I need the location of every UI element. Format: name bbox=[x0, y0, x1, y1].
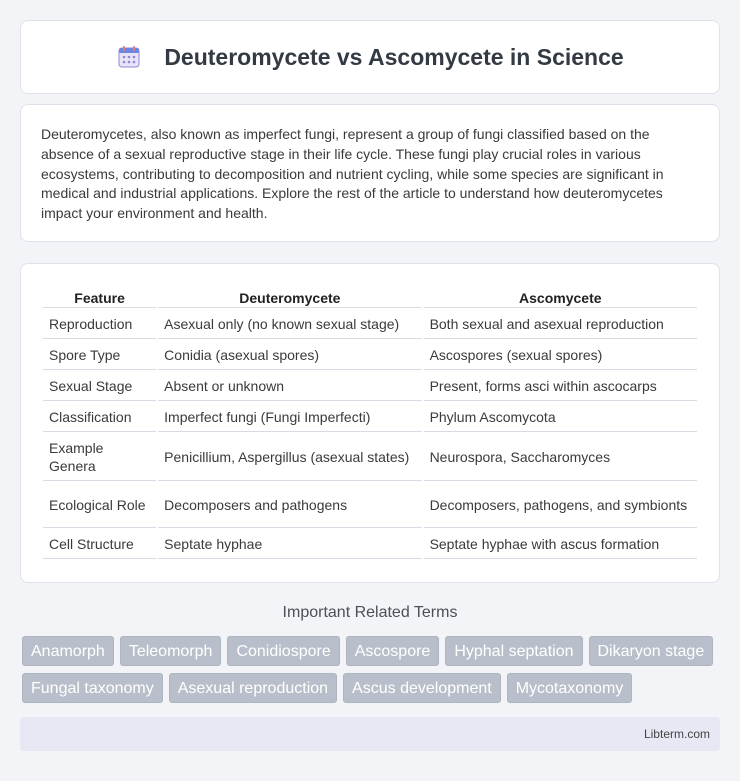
related-terms-list bbox=[22, 636, 722, 703]
header-deuteromycete: Deuteromycete bbox=[158, 286, 421, 308]
cell-feature: Sexual Stage bbox=[43, 372, 156, 401]
intro-paragraph: Deuteromycetes, also known as imperfect fungi, represent a group of fungi classified based on the absence of a sexual reproductive stage in their life cycle. These fungi play crucial roles in various ecosystems, contributing to decomposition and nutrient cycling, while some species are significant in medical and industrial applications. Explore the rest of the article to understand how deuteromycetes impact your environment and health. bbox=[41, 126, 664, 222]
cell-deuteromycete: Asexual only (no known sexual stage) bbox=[158, 310, 421, 339]
cell-feature: Spore Type bbox=[43, 341, 156, 370]
tag-teleomorph[interactable]: Teleomorph bbox=[120, 636, 222, 666]
comparison-table bbox=[41, 284, 699, 561]
tag-dikaryon-stage[interactable]: Dikaryon stage bbox=[589, 636, 714, 666]
comparison-table-card bbox=[20, 263, 720, 583]
cell-ascomycete: Present, forms asci within ascocarps bbox=[424, 372, 697, 401]
table-row bbox=[43, 372, 697, 401]
tag-ascospore[interactable]: Ascospore bbox=[346, 636, 440, 666]
cell-ascomycete: Ascospores (sexual spores) bbox=[424, 341, 697, 370]
cell-ascomycete: Decomposers, pathogens, and symbionts bbox=[424, 483, 697, 528]
tag-conidiospore[interactable]: Conidiospore bbox=[227, 636, 339, 666]
header-ascomycete: Ascomycete bbox=[424, 286, 697, 308]
header-card bbox=[20, 20, 720, 94]
cell-deuteromycete: Septate hyphae bbox=[158, 530, 421, 559]
tag-hyphal-septation[interactable]: Hyphal septation bbox=[445, 636, 582, 666]
table-row bbox=[43, 530, 697, 559]
calendar-grid-icon bbox=[116, 44, 142, 70]
tag-anamorph[interactable]: Anamorph bbox=[22, 636, 114, 666]
tag-mycotaxonomy[interactable]: Mycotaxonomy bbox=[507, 673, 633, 703]
table-row bbox=[43, 341, 697, 370]
cell-deuteromycete: Decomposers and pathogens bbox=[158, 483, 421, 528]
related-terms-title: Important Related Terms bbox=[282, 604, 458, 621]
cell-deuteromycete: Conidia (asexual spores) bbox=[158, 341, 421, 370]
cell-ascomycete: Phylum Ascomycota bbox=[424, 403, 697, 432]
cell-deuteromycete: Absent or unknown bbox=[158, 372, 421, 401]
cell-feature: Classification bbox=[43, 403, 156, 432]
table-row bbox=[43, 483, 697, 528]
table-header-row bbox=[43, 286, 697, 308]
footer-site-link[interactable]: Libterm.com bbox=[643, 727, 710, 741]
tag-asexual-reproduction[interactable]: Asexual reproduction bbox=[169, 673, 337, 703]
table-row bbox=[43, 434, 697, 481]
footer-bar bbox=[20, 717, 720, 751]
cell-deuteromycete: Imperfect fungi (Fungi Imperfecti) bbox=[158, 403, 421, 432]
cell-feature: Ecological Role bbox=[43, 483, 156, 528]
intro-card bbox=[20, 104, 720, 242]
cell-ascomycete: Both sexual and asexual reproduction bbox=[424, 310, 697, 339]
cell-feature: Reproduction bbox=[43, 310, 156, 339]
page-title: Deuteromycete vs Ascomycete in Science bbox=[164, 43, 624, 70]
header-feature: Feature bbox=[43, 286, 156, 308]
cell-deuteromycete: Penicillium, Aspergillus (asexual states) bbox=[158, 434, 421, 481]
cell-feature: Cell Structure bbox=[43, 530, 156, 559]
tag-fungal-taxonomy[interactable]: Fungal taxonomy bbox=[22, 673, 163, 703]
table-row bbox=[43, 310, 697, 339]
cell-feature: Example Genera bbox=[43, 434, 156, 481]
cell-ascomycete: Neurospora, Saccharomyces bbox=[424, 434, 697, 481]
tag-ascus-development[interactable]: Ascus development bbox=[343, 673, 501, 703]
cell-ascomycete: Septate hyphae with ascus formation bbox=[424, 530, 697, 559]
table-row bbox=[43, 403, 697, 432]
